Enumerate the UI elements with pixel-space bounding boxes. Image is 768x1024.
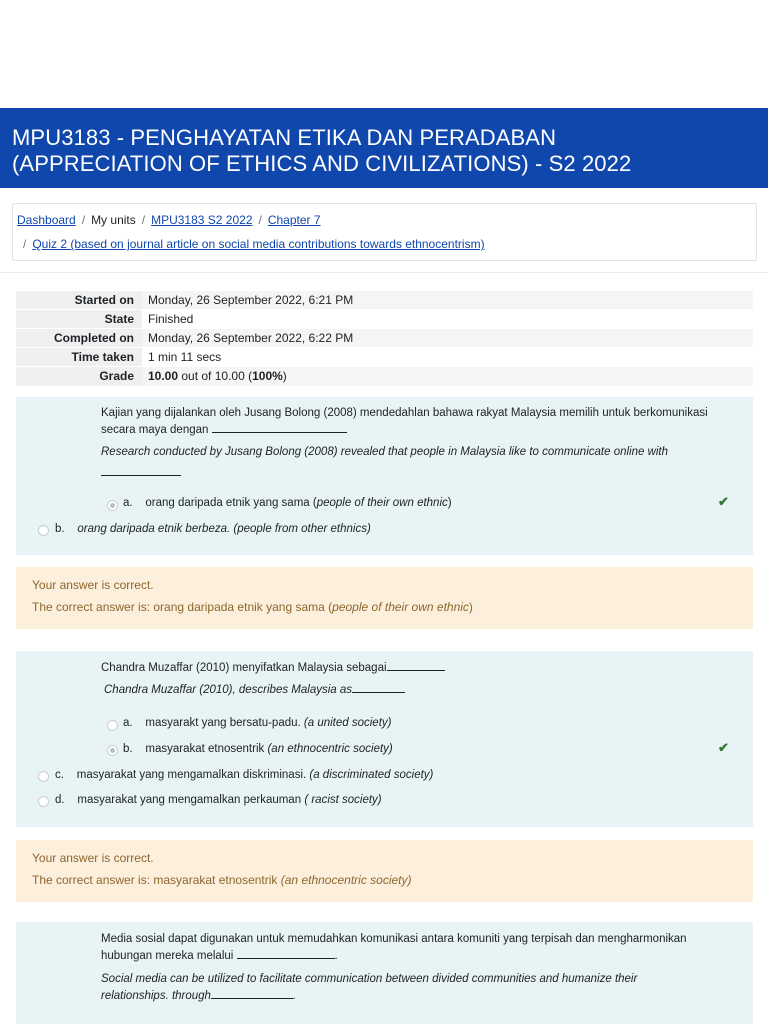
check-icon: ✔	[718, 494, 729, 509]
question-text-part: secara maya dengan	[101, 424, 209, 436]
radio-icon[interactable]	[107, 745, 118, 756]
feedback-answer	[32, 873, 412, 887]
question-translation: Social media can be utilized to facilitate communication between divided communities and humanize their	[101, 973, 638, 985]
question-1	[16, 397, 753, 555]
option-d[interactable]	[55, 794, 382, 806]
page-title-line2: (APPRECIATION OF ETHICS AND CIVILIZATIONS) - S2 2022	[12, 151, 632, 176]
feedback-answer-end: )	[468, 600, 473, 614]
option-text: orang daripada etnik yang sama (	[145, 497, 317, 509]
grade-out-of: out of 10.00 (	[178, 369, 253, 384]
summary-label: Grade	[16, 367, 142, 386]
page-title-line1: MPU3183 - PENGHAYATAN ETIKA DAN PERADABAN	[12, 125, 557, 150]
breadcrumb-chapter[interactable]: Chapter 7	[267, 213, 321, 227]
question-translation-part: relationships. through	[101, 990, 211, 1002]
blank-line	[387, 661, 445, 671]
breadcrumb-separator: /	[81, 213, 86, 227]
option-letter: a.	[123, 497, 133, 509]
breadcrumb-course[interactable]: MPU3183 S2 2022	[151, 213, 253, 227]
option-letter: c.	[55, 769, 64, 781]
summary-row	[16, 329, 753, 348]
breadcrumb-dashboard[interactable]: Dashboard	[17, 213, 76, 227]
question-text-end: .	[334, 950, 338, 962]
summary-row	[16, 367, 753, 386]
feedback-answer-italic: (an ethnocentric society)	[280, 873, 412, 887]
option-text: masyarakt yang bersatu-padu.	[145, 717, 304, 729]
breadcrumb-separator: /	[258, 213, 262, 227]
feedback-answer-text: The correct answer is: orang daripada etnik yang sama (	[32, 600, 333, 614]
option-c[interactable]	[55, 769, 433, 781]
feedback-answer	[32, 600, 473, 614]
option-letter: a.	[123, 717, 133, 729]
radio-icon[interactable]	[38, 525, 49, 536]
blank-line	[237, 949, 335, 959]
summary-row	[16, 310, 753, 329]
option-text-italic: orang daripada etnik berbeza. (people from other ethnics)	[77, 523, 371, 535]
feedback-1	[16, 567, 753, 629]
feedback-correct: Your answer is correct.	[32, 851, 154, 865]
option-text: masyarakat yang mengamalkan perkauman	[77, 794, 305, 806]
summary-label: Completed on	[16, 329, 142, 348]
page-header	[0, 108, 768, 188]
question-translation	[104, 682, 405, 699]
breadcrumb-separator: /	[23, 237, 27, 251]
summary-value: Monday, 26 September 2022, 6:22 PM	[142, 329, 753, 348]
radio-icon[interactable]	[38, 796, 49, 807]
option-text-italic: (a united society)	[303, 717, 392, 729]
summary-label: Started on	[16, 291, 142, 310]
option-letter: b.	[123, 743, 133, 755]
feedback-answer-italic: people of their own ethnic	[332, 600, 469, 614]
breadcrumb-separator: /	[141, 213, 146, 227]
question-2	[16, 651, 753, 827]
check-icon: ✔	[718, 740, 729, 755]
option-text-italic: people of their own ethnic	[316, 497, 448, 509]
question-3	[16, 922, 753, 1024]
summary-label: State	[16, 310, 142, 329]
question-translation	[101, 988, 296, 1005]
feedback-2	[16, 840, 753, 902]
option-letter: b.	[55, 523, 65, 535]
option-text-italic: (an ethnocentric society)	[267, 743, 393, 755]
summary-row	[16, 291, 753, 310]
breadcrumb-quiz[interactable]: Quiz 2 (based on journal article on social media contributions towards ethnocentrism)	[32, 237, 485, 251]
question-text	[101, 660, 445, 677]
blank-line	[212, 423, 347, 433]
feedback-answer-text: The correct answer is: masyarakat etnosentrik	[32, 873, 281, 887]
question-translation-part: Chandra Muzaffar (2010), describes Malaysia as	[104, 684, 353, 696]
grade-value: 10.00	[148, 369, 179, 384]
breadcrumb	[12, 203, 757, 261]
summary-value: Finished	[142, 310, 753, 329]
question-translation: Research conducted by Jusang Bolong (2008) revealed that people in Malaysia like to communicate online with	[101, 446, 669, 458]
summary-row	[16, 348, 753, 367]
question-text	[101, 422, 347, 439]
option-text-italic: (a discriminated society)	[309, 769, 434, 781]
option-text: masyarakat yang mengamalkan diskriminasi.	[76, 769, 310, 781]
attempt-summary-table	[16, 290, 753, 386]
summary-value: Monday, 26 September 2022, 6:21 PM	[142, 291, 753, 310]
blank-line	[101, 463, 181, 481]
question-text: Media sosial dapat digunakan untuk memudahkan komunikasi antara komuniti yang terpisah dan mengharmonikan	[101, 933, 687, 945]
radio-icon[interactable]	[107, 500, 118, 511]
option-text-italic: ( racist society)	[304, 794, 382, 806]
option-a[interactable]	[123, 717, 391, 729]
breadcrumb-my-units: My units	[91, 213, 136, 227]
grade-percent: 100%	[252, 369, 283, 384]
option-a[interactable]	[123, 497, 452, 509]
question-text	[101, 948, 338, 965]
blank-line	[211, 989, 293, 999]
option-letter: d.	[55, 794, 65, 806]
question-text: Kajian yang dijalankan oleh Jusang Bolong (2008) mendedahlan bahawa rakyat Malaysia memilih untuk berkomunikasi	[101, 407, 708, 419]
summary-label: Time taken	[16, 348, 142, 367]
summary-value: 1 min 11 secs	[142, 348, 753, 367]
grade-close: )	[282, 369, 287, 384]
option-b[interactable]	[123, 743, 393, 755]
question-text-part: Chandra Muzaffar (2010) menyifatkan Malaysia sebagai	[101, 662, 387, 674]
option-text-end: )	[447, 497, 452, 509]
option-b[interactable]	[55, 523, 371, 535]
summary-value	[142, 367, 753, 386]
question-translation-end: .	[292, 990, 297, 1002]
radio-icon[interactable]	[38, 771, 49, 782]
divider	[0, 272, 768, 273]
question-text-part: hubungan mereka melalui	[101, 950, 234, 962]
feedback-correct: Your answer is correct.	[32, 578, 154, 592]
option-text: masyarakat etnosentrik	[145, 743, 268, 755]
radio-icon[interactable]	[107, 720, 118, 731]
blank-line	[352, 683, 405, 693]
